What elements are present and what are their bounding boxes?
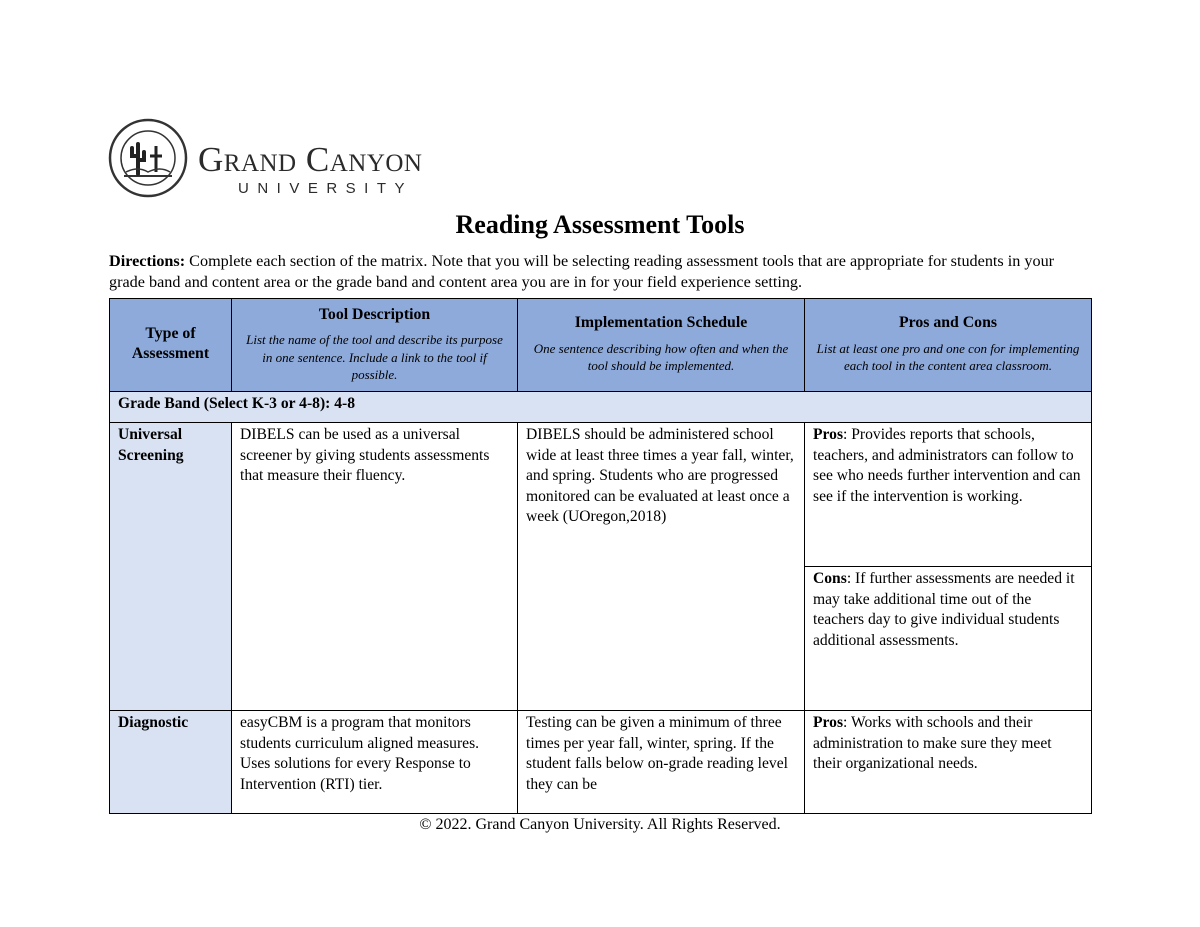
logo-wordmark: Grand Canyon [198, 140, 423, 179]
pros-label: Pros [813, 714, 844, 731]
pros-cell-diagnostic [805, 711, 1092, 814]
logo-subtitle: UNIVERSITY [238, 180, 414, 197]
cons-cell-universal [805, 567, 1092, 711]
copyright-footer: © 2022. Grand Canyon University. All Rights Reserved. [419, 816, 781, 833]
pros-label: Pros [813, 426, 844, 443]
grade-band-cell: Grade Band (Select K-3 or 4-8): 4-8 [110, 392, 1092, 423]
pros-cell-universal [805, 423, 1092, 567]
grade-band-row [110, 392, 1092, 423]
tool-cell-universal: DIBELS can be used as a universal screener by giving students assessments that measure their fluency. [232, 423, 518, 711]
cons-label: Cons [813, 570, 847, 587]
university-seal-icon [108, 116, 188, 200]
header-tool-label: Tool Description [318, 305, 431, 323]
pros-text: : Provides reports that schools, teachers, and administrators can follow to see who needs further intervention and can see if the intervention is working. [813, 426, 1081, 505]
header-pros-cons [805, 299, 1092, 392]
header-tool [232, 299, 518, 392]
assessment-matrix [109, 298, 1092, 814]
header-pros-hint: List at least one pro and one con for implementing each tool in the content area classroom. [816, 340, 1080, 374]
tool-cell-diagnostic: easyCBM is a program that monitors students curriculum aligned measures. Uses solutions for every Response to Intervention (RTI) tier. [232, 711, 518, 814]
university-logo [108, 116, 478, 202]
header-type-label: Type of Assessment [131, 324, 210, 362]
page-title: Reading Assessment Tools [455, 210, 745, 239]
header-tool-hint: List the name of the tool and describe its purpose in one sentence. Include a link to the tool if possible. [246, 332, 503, 382]
header-pros-label: Pros and Cons [898, 314, 998, 332]
type-cell-diagnostic: Diagnostic [110, 711, 232, 814]
header-schedule-hint: One sentence describing how often and when the tool should be implemented. [533, 340, 789, 374]
directions-text: Complete each section of the matrix. Note that you will be selecting reading assessment tools that are appropriate for students in your grade band and content area or the grade band and content area you are in for your field experience setting. [109, 252, 1055, 291]
header-type [110, 299, 232, 392]
directions-label: Directions: [109, 252, 186, 270]
header-schedule-label: Implementation Schedule [574, 314, 748, 332]
table-row [110, 711, 1092, 814]
type-cell-universal: Universal Screening [110, 423, 232, 711]
header-row [110, 299, 1092, 392]
schedule-cell-universal: DIBELS should be administered school wide at least three times a year fall, winter, and spring. Students who are progressed monitored can be evaluated at least once a week (UOregon,2018) [518, 423, 805, 711]
cons-text: : If further assessments are needed it may take additional time out of the teachers day to give individual students additional assessments. [813, 570, 1075, 649]
table-row [110, 423, 1092, 567]
pros-text: : Works with schools and their administration to make sure they meet their organizational needs. [813, 714, 1052, 772]
directions [109, 251, 1089, 292]
header-schedule [518, 299, 805, 392]
schedule-cell-diagnostic: Testing can be given a minimum of three times per year fall, winter, spring. If the student falls below on-grade reading level they can be [518, 711, 805, 814]
